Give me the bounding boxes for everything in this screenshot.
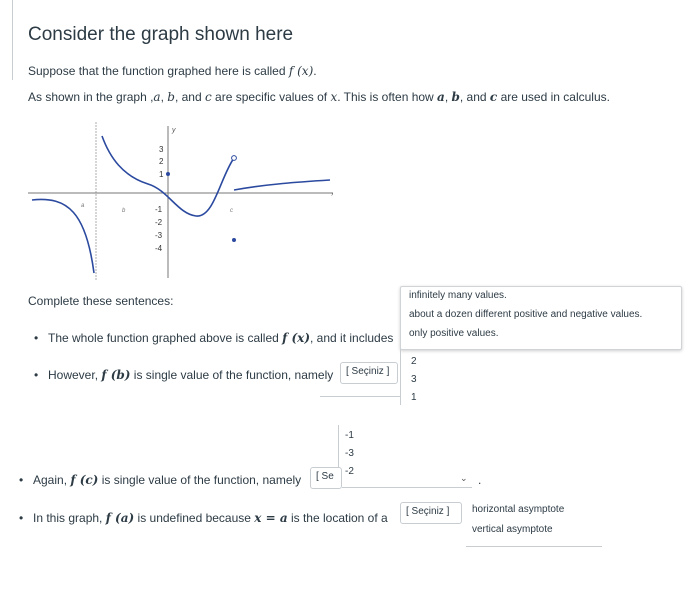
option-only-positive[interactable]: only positive values. (409, 328, 499, 339)
fc-underline (342, 487, 472, 488)
math-fx: f (x) (282, 331, 311, 345)
text: As shown in the graph , (28, 90, 154, 104)
y-tick-neg1: -1 (155, 205, 163, 214)
sentence-2 (48, 368, 333, 382)
text: . (313, 64, 317, 78)
open-point (232, 156, 237, 161)
math-c-bold: c (489, 90, 498, 104)
fb-select[interactable]: [ Seçiniz ] (340, 362, 398, 384)
graph-background (28, 118, 338, 283)
text: is the location of a (287, 511, 388, 525)
text: is single value of the function, namely (130, 368, 334, 382)
fc-option-neg3[interactable]: -3 (345, 448, 354, 459)
math-b-bold: b (451, 90, 460, 104)
sentence-3 (33, 473, 301, 487)
intro-paragraph-1 (28, 64, 317, 78)
asymptote-dropdown-menu[interactable] (466, 500, 602, 547)
math-b: b (167, 90, 175, 104)
sentence-3-end: . (478, 473, 482, 487)
text: , and (459, 90, 490, 104)
math-x: x (330, 90, 338, 104)
text: is undefined because (134, 511, 255, 525)
text: Again, (33, 473, 71, 487)
text: is single value of the function, namely (98, 473, 302, 487)
math-a: a (153, 90, 161, 104)
sentence-4 (33, 511, 388, 525)
fb-option-2[interactable]: 2 (411, 356, 417, 367)
option-horizontal-asymptote[interactable]: horizontal asymptote (472, 504, 565, 515)
text: are specific values of (211, 90, 331, 104)
math-fb: f (b) (101, 368, 131, 382)
text: Suppose that the function graphed here is called (28, 64, 289, 78)
text: are used in calculus. (497, 90, 610, 104)
math-fa: f (a) (105, 511, 135, 525)
values-dropdown-menu[interactable] (400, 286, 682, 350)
math-fx: f (x) (288, 64, 314, 78)
math-fc: f (c) (70, 473, 99, 487)
fb-underline (320, 396, 400, 397)
fb-option-3[interactable]: 3 (411, 374, 417, 385)
y-tick-neg3: -3 (155, 231, 163, 240)
math-x-eq-a: x = a (254, 511, 288, 525)
text: , (160, 90, 168, 104)
fc-option-neg1[interactable]: -1 (345, 430, 354, 441)
math-c: c (204, 90, 212, 104)
fc-option-neg2[interactable]: -2 (345, 466, 354, 477)
fc-select[interactable]: [ Se (310, 467, 342, 489)
text: The whole function graphed above is called (48, 331, 283, 345)
intro-paragraph-2 (28, 90, 610, 104)
text: However, (48, 368, 102, 382)
page-title: Consider the graph shown here (28, 24, 294, 45)
filled-point (232, 238, 236, 242)
text: , and (174, 90, 205, 104)
option-vertical-asymptote[interactable]: vertical asymptote (472, 524, 553, 535)
marker-c: c (230, 208, 233, 214)
asymptote-select[interactable]: [ Seçiniz ] (400, 502, 462, 524)
fb-option-1[interactable]: 1 (411, 392, 417, 403)
option-infinitely-many[interactable]: infinitely many values. (409, 290, 507, 301)
y-tick-neg2: -2 (155, 218, 163, 227)
y-tick-3: 3 (159, 145, 164, 154)
sentence-1 (48, 331, 393, 345)
function-graph (28, 118, 348, 288)
y-tick-1: 1 (159, 170, 164, 179)
left-border (12, 0, 13, 80)
y-tick-2: 2 (159, 157, 164, 166)
math-a-bold: a (437, 90, 445, 104)
text: In this graph, (33, 511, 106, 525)
text: . This is often how (337, 90, 438, 104)
y-tick-neg4: -4 (155, 244, 163, 253)
instruction-text: Complete these sentences: (28, 294, 174, 308)
text: , (444, 90, 452, 104)
x-axis-arrow: › (331, 191, 334, 198)
chevron-down-icon[interactable]: ⌄ (460, 473, 468, 483)
option-dozen-values[interactable]: about a dozen different positive and negative values. (409, 309, 643, 320)
y-intercept-point (166, 172, 170, 176)
fb-dropdown-edge (400, 349, 401, 405)
marker-a: a (81, 203, 85, 209)
text: , and it includes (310, 331, 394, 345)
y-axis-label: y (172, 127, 176, 134)
marker-b: b (122, 208, 126, 214)
